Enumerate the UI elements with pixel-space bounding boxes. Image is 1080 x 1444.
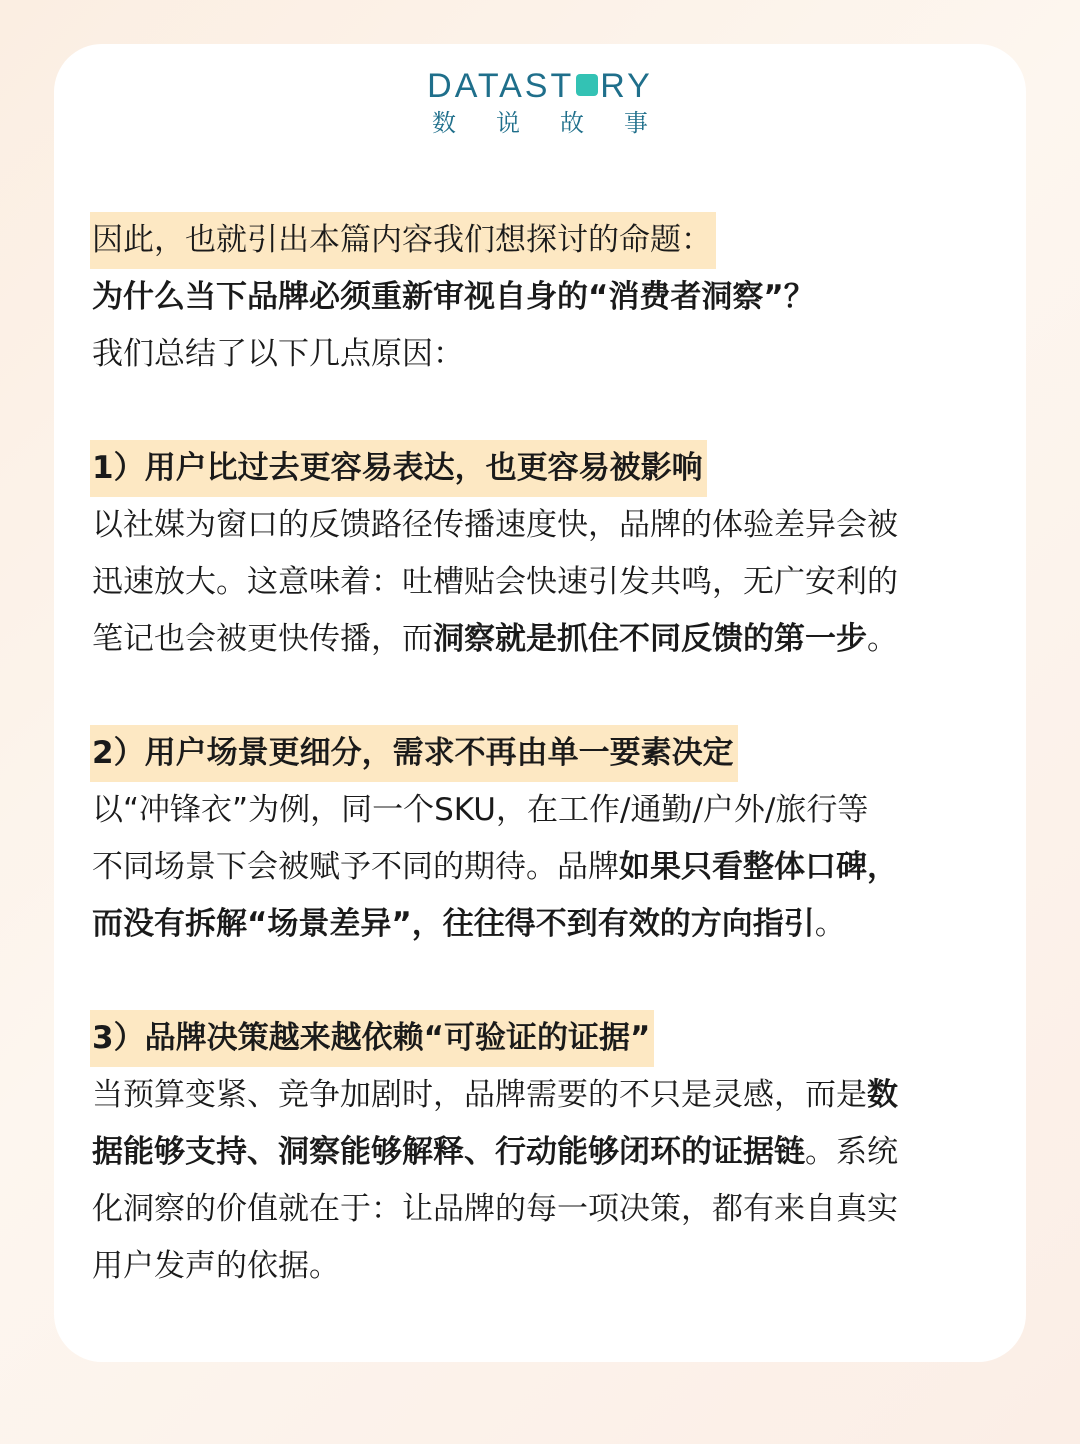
section1-line-3-bold: 洞察就是抓住不同反馈的第一步 xyxy=(433,621,867,657)
section1-line-2: 迅速放大。这意味着：吐槽贴会快速引发共鸣，无广安利的 xyxy=(92,564,898,600)
article-body xyxy=(92,212,1002,1295)
section1-line-1: 以社媒为窗口的反馈路径传播速度快，品牌的体验差异会被 xyxy=(92,507,898,543)
intro-highlight: 因此，也就引出本篇内容我们想探讨的命题： xyxy=(90,212,716,269)
square-o-icon xyxy=(576,74,598,96)
logo-text-part2: RY xyxy=(600,67,653,105)
section2-heading-row xyxy=(92,725,1002,782)
section2-line-1: 以“冲锋衣”为例，同一个SKU，在工作/通勤/户外/旅行等 xyxy=(92,792,869,828)
logo-chinese-name: 数说故事 xyxy=(432,109,688,137)
logo-wordmark xyxy=(427,67,653,105)
section3-line-2-normal: 。系统 xyxy=(805,1134,898,1170)
section1-heading-row xyxy=(92,440,1002,497)
section2-line-3 xyxy=(92,896,1002,953)
logo-text-part1: DATAST xyxy=(427,67,575,105)
section2-line-3-end: 。 xyxy=(814,906,846,942)
content-card xyxy=(54,44,1026,1362)
section3-line-1 xyxy=(92,1067,1002,1124)
section3-heading: 3）品牌决策越来越依赖“可验证的证据” xyxy=(90,1010,654,1067)
section1-line-3-end: 。 xyxy=(867,621,898,657)
section2-line-2-bold: 如果只看整体口碑， xyxy=(619,849,898,885)
brand-logo xyxy=(54,67,1026,138)
section1-line-3-normal: 笔记也会被更快传播，而 xyxy=(92,621,433,657)
intro-line-1 xyxy=(92,212,1002,269)
spacer xyxy=(92,668,1002,725)
section2-line-2 xyxy=(92,839,1002,896)
spacer xyxy=(92,953,1002,1010)
section3-line-1-bold: 数 xyxy=(867,1077,898,1113)
section3-heading-row xyxy=(92,1010,1002,1067)
section1-heading: 1）用户比过去更容易表达，也更容易被影响 xyxy=(90,440,707,497)
section3-line-4: 用户发声的依据。 xyxy=(92,1248,340,1284)
section3-line-2-bold: 据能够支持、洞察能够解释、行动能够闭环的证据链 xyxy=(92,1134,805,1170)
section3-line-3: 化洞察的价值就在于：让品牌的每一项决策，都有来自真实 xyxy=(92,1191,898,1227)
spacer xyxy=(92,383,1002,440)
section3-line-2 xyxy=(92,1124,1002,1181)
intro-question: 为什么当下品牌必须重新审视自身的“消费者洞察”？ xyxy=(92,279,815,315)
section3-line-1-normal: 当预算变紧、竞争加剧时，品牌需要的不只是灵感，而是 xyxy=(92,1077,867,1113)
section1-line-3 xyxy=(92,611,1002,668)
section2-heading: 2）用户场景更细分，需求不再由单一要素决定 xyxy=(90,725,738,782)
intro-line-3: 我们总结了以下几点原因： xyxy=(92,336,464,372)
section2-line-3-bold: 而没有拆解“场景差异”，往往得不到有效的方向指引 xyxy=(92,906,815,942)
section2-line-2-normal: 不同场景下会被赋予不同的期待。品牌 xyxy=(92,849,619,885)
